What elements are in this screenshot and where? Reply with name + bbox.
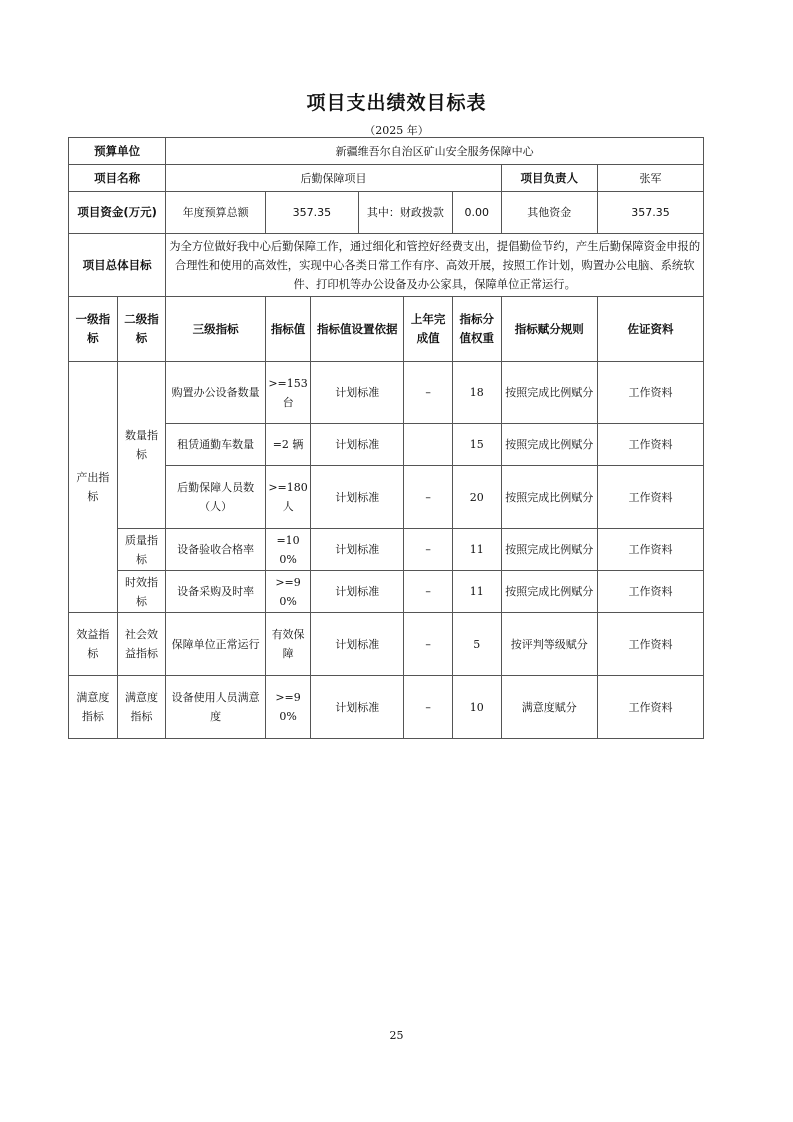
funds-label: 项目资金(万元) [69,192,166,234]
indicator-value: =2 辆 [265,424,310,466]
indicator-basis: 计划标准 [311,362,404,424]
col-level2-header: 二级指标 [117,297,166,362]
indicator-basis: 计划标准 [311,529,404,571]
indicator-weight: 11 [452,529,501,571]
table-row [69,362,704,424]
indicator-last-year: – [404,676,453,739]
project-name-value: 后勤保障项目 [166,165,501,192]
indicator-last-year: – [404,362,453,424]
indicator-rule: 按照完成比例赋分 [501,424,597,466]
indicator-weight: 18 [452,362,501,424]
group-satisfaction-sub: 满意度指标 [117,676,166,739]
column-header-row [69,297,704,362]
indicator-evidence: 工作资料 [597,424,703,466]
indicator-rule: 按照完成比例赋分 [501,529,597,571]
indicator-weight: 10 [452,676,501,739]
table-row [69,613,704,676]
indicator-basis: 计划标准 [311,466,404,529]
indicator-name: 租赁通勤车数量 [166,424,266,466]
project-leader-label: 项目负责人 [501,165,597,192]
indicator-value: >=90% [265,571,310,613]
indicator-name: 保障单位正常运行 [166,613,266,676]
indicator-value: >=90% [265,676,310,739]
indicator-weight: 11 [452,571,501,613]
page-title: 项目支出绩效目标表 [306,92,487,114]
indicator-name: 购置办公设备数量 [166,362,266,424]
indicator-rule: 满意度赋分 [501,676,597,739]
indicator-evidence: 工作资料 [597,676,703,739]
fiscal-allocation-value: 0.00 [452,192,501,234]
indicator-rule: 按照完成比例赋分 [501,571,597,613]
col-last-year-header: 上年完成值 [404,297,453,362]
indicator-evidence: 工作资料 [597,571,703,613]
overall-goal-label: 项目总体目标 [69,234,166,297]
indicator-value: >=153台 [265,362,310,424]
year-label: （2025 年） [364,124,429,137]
indicator-value: 有效保障 [265,613,310,676]
indicator-basis: 计划标准 [311,424,404,466]
indicator-name: 后勤保障人员数（人） [166,466,266,529]
col-rule-header: 指标赋分规则 [501,297,597,362]
page-number: 25 [389,1029,404,1042]
col-basis-header: 指标值设置依据 [311,297,404,362]
col-level3-header: 三级指标 [166,297,266,362]
project-funds-row [69,192,704,234]
indicator-last-year: – [404,466,453,529]
indicator-evidence: 工作资料 [597,529,703,571]
indicator-rule: 按评判等级赋分 [501,613,597,676]
performance-target-table-main [68,137,704,739]
indicator-last-year: – [404,529,453,571]
table-row [69,571,704,613]
group-satisfaction: 满意度指标 [69,676,118,739]
group-output: 产出指标 [69,362,118,613]
group-social-benefit: 社会效益指标 [117,613,166,676]
indicator-weight: 15 [452,424,501,466]
group-timeliness: 时效指标 [117,571,166,613]
annual-budget-value: 357.35 [265,192,358,234]
table-row [69,676,704,739]
group-quality: 质量指标 [117,529,166,571]
indicator-value: =100% [265,529,310,571]
budget-unit-row [69,138,704,165]
indicator-last-year [404,424,453,466]
indicator-evidence: 工作资料 [597,466,703,529]
col-weight-header: 指标分值权重 [452,297,501,362]
indicator-weight: 20 [452,466,501,529]
project-leader-value: 张军 [597,165,703,192]
indicator-basis: 计划标准 [311,571,404,613]
other-funds-value: 357.35 [597,192,703,234]
project-name-label: 项目名称 [69,165,166,192]
annual-budget-label: 年度预算总额 [166,192,266,234]
group-benefit: 效益指标 [69,613,118,676]
indicator-name: 设备验收合格率 [166,529,266,571]
indicator-name: 设备使用人员满意度 [166,676,266,739]
overall-goal-text: 为全方位做好我中心后勤保障工作，通过细化和管控好经费支出，提倡勤俭节约，产生后勤保障资金申报的合理性和使用的高效性，实现中心各类日常工作有序、高效开展，按照工作计划，购置办公电脑、系统软件、打印机等办公设备及办公家具，保障单位正常运行。 [166,234,704,297]
table-row [69,529,704,571]
col-value-header: 指标值 [265,297,310,362]
group-quantity: 数量指标 [117,362,166,529]
indicator-value: >=180人 [265,466,310,529]
indicator-last-year: – [404,571,453,613]
project-name-row [69,165,704,192]
indicator-last-year: – [404,613,453,676]
indicator-name: 设备采购及时率 [166,571,266,613]
indicator-weight: 5 [452,613,501,676]
col-level1-header: 一级指标 [69,297,118,362]
budget-unit-label: 预算单位 [69,138,166,165]
indicator-rule: 按照完成比例赋分 [501,362,597,424]
overall-goal-row [69,234,704,297]
indicator-evidence: 工作资料 [597,362,703,424]
indicator-evidence: 工作资料 [597,613,703,676]
fiscal-allocation-label: 其中：财政拨款 [358,192,452,234]
col-evidence-header: 佐证资料 [597,297,703,362]
indicator-rule: 按照完成比例赋分 [501,466,597,529]
indicator-basis: 计划标准 [311,676,404,739]
other-funds-label: 其他资金 [501,192,597,234]
indicator-basis: 计划标准 [311,613,404,676]
budget-unit-value: 新疆维吾尔自治区矿山安全服务保障中心 [166,138,704,165]
